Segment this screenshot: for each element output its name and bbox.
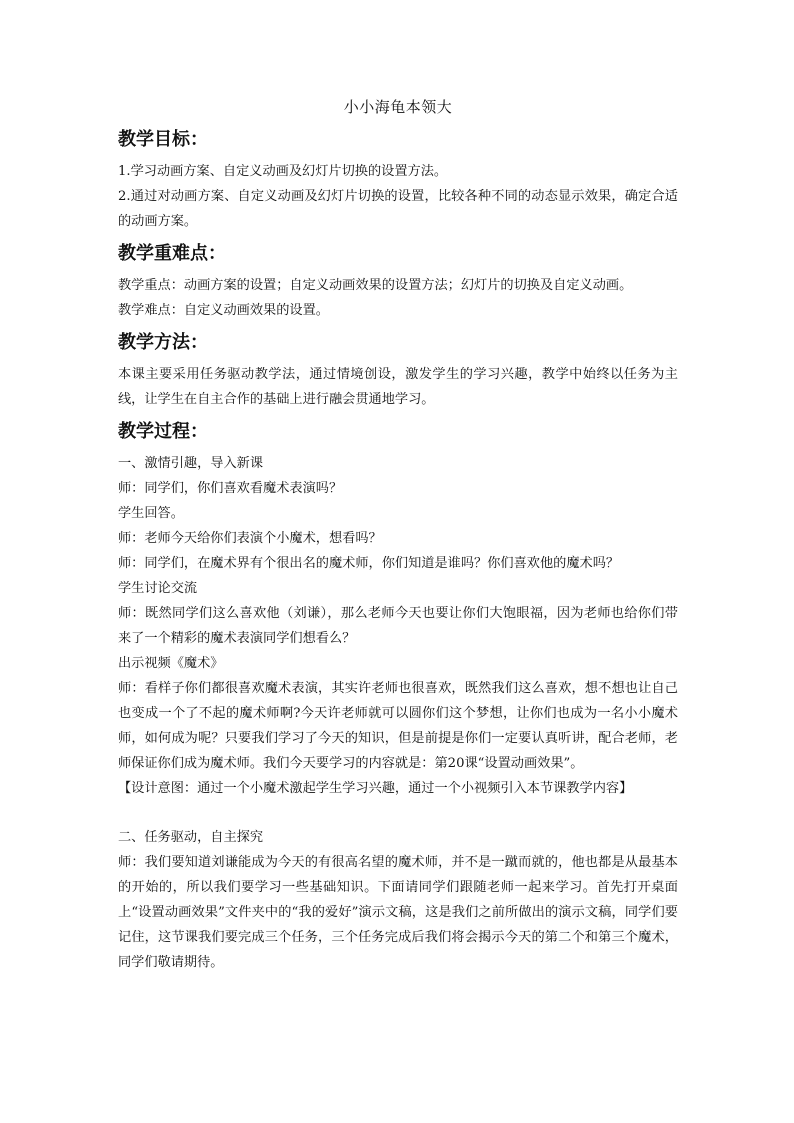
keypoint-item: 教学难点：自定义动画效果的设置。 <box>118 303 329 318</box>
design-intent-note: 【设计意图：通过一个小魔术激起学生学习兴趣，通过一个小视频引入本节课教学内容】 <box>118 781 633 796</box>
heading-keypoints: 教学重难点： <box>118 243 226 264</box>
method-item: 本课主要采用任务驱动教学法，通过情境创设，激发学生的学习兴趣，教学中始终以任务为主线，让学生在自主合作的基础上进行融会贯通地学习。 <box>118 367 678 407</box>
heading-process: 教学过程： <box>118 421 208 442</box>
process-item: 一、激情引趣，导入新课 <box>118 456 264 471</box>
process-item: 出示视频《魔术》 <box>118 656 224 671</box>
heading-goals: 教学目标： <box>118 129 208 150</box>
process-item: 师：既然同学们这么喜欢他（刘谦），那么老师今天也要让你们大饱眼福，因为老师也给你们带来了一个精彩的魔术表演同学们想看么？ <box>118 606 678 646</box>
document-content <box>118 94 678 975</box>
keypoint-item: 教学重点：动画方案的设置；自定义动画效果的设置方法；幻灯片的切换及自定义动画。 <box>118 278 633 293</box>
process-item: 师：同学们，在魔术界有个很出名的魔术师，你们知道是谁吗？你们喜欢他的魔术吗？ <box>118 556 620 571</box>
process-item: 师：我们要知道刘谦能成为今天的有很高名望的魔术师，并不是一蹴而就的，他也都是从最基本的开始的，所以我们要学习一些基础知识。下面请同学们跟随老师一起来学习。首先打开桌面上“设置动画效果”文件夹中的“我的爱好”演示文稿，这是我们之前所做出的演示文稿，同学们要记住，这节课我们要完成三个任务，三个任务完成后我们将会揭示今天的第二个和第三个魔术，同学们敬请期待。 <box>118 855 678 970</box>
heading-methods: 教学方法： <box>118 332 208 353</box>
blank-line <box>118 801 678 825</box>
process-item: 学生回答。 <box>118 506 184 521</box>
process-item: 二、任务驱动，自主探究 <box>118 830 264 845</box>
process-item: 师：老师今天给你们表演个小魔术，想看吗？ <box>118 531 382 546</box>
process-item: 学生讨论交流 <box>118 581 198 596</box>
goal-item: 1.学习动画方案、自定义动画及幻灯片切换的设置方法。 <box>118 164 448 179</box>
document-title: 小小海龟本领大 <box>343 98 453 116</box>
goal-item: 2.通过对动画方案、自定义动画及幻灯片切换的设置，比较各种不同的动态显示效果，确定合适的动画方案。 <box>118 189 678 229</box>
process-item: 师：看样子你们都很喜欢魔术表演，其实许老师也很喜欢，既然我们这么喜欢，想不想也让自己也变成一个了不起的魔术师啊?今天许老师就可以圆你们这个梦想，让你们也成为一名小小魔术师，如何成为呢？只要我们学习了今天的知识，但是前提是你们一定要认真听讲，配合老师，老师保证你们成为魔术师。我们今天要学习的内容就是：第20课“设置动画效果”。 <box>118 681 678 771</box>
process-item: 师：同学们，你们喜欢看魔术表演吗？ <box>118 481 343 496</box>
